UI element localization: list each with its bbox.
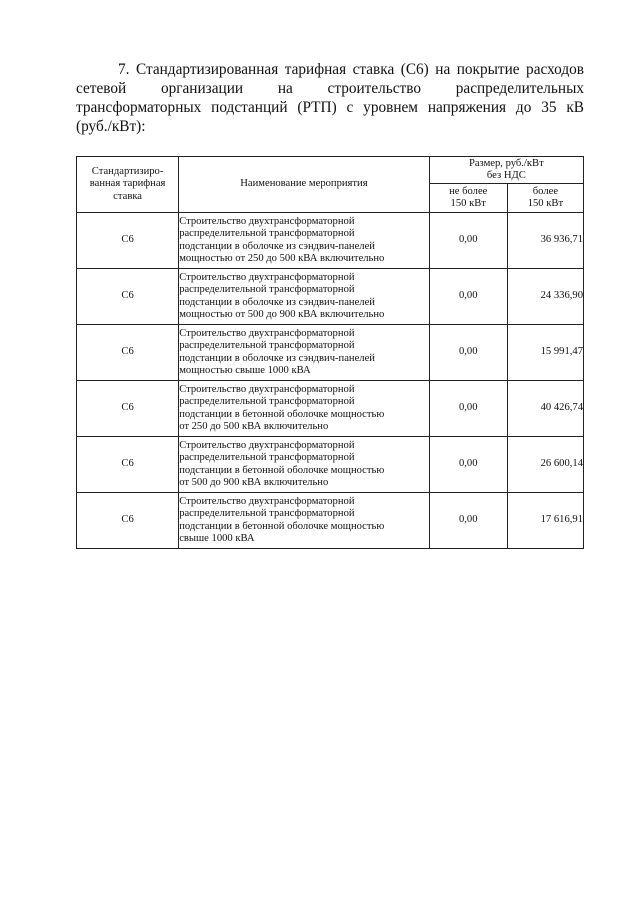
cell-value-le150: 0,00: [429, 493, 507, 549]
cell-name-line: подстанции в бетонной оболочке мощностью: [179, 464, 385, 476]
cell-rate: С6: [77, 437, 179, 493]
cell-name-line: от 500 до 900 кВА включительно: [179, 476, 329, 488]
heading-line-1: 7. Стандартизированная тарифная ставка (С6) на покрытие расходов: [118, 61, 584, 78]
cell-value-gt150: 15 991,47: [507, 325, 583, 381]
cell-value-le150: 0,00: [429, 325, 507, 381]
heading-line-2: сетевой организации на строительство распределительных: [76, 80, 584, 97]
table-row: [77, 437, 584, 493]
cell-name-line: распределительной трансформаторной: [179, 452, 355, 464]
cell-name-line: свыше 1000 кВА: [179, 532, 255, 544]
cell-name-line: подстанции в оболочке из сэндвич-панелей: [179, 240, 375, 252]
cell-name: [179, 493, 429, 549]
cell-value-gt150: 40 426,74: [507, 381, 583, 437]
cell-value-le150: 0,00: [429, 381, 507, 437]
cell-name: [179, 213, 429, 269]
document-page: [76, 60, 584, 549]
cell-name-line: подстанции в оболочке из сэндвич-панелей: [179, 296, 375, 308]
cell-name-line: Строительство двухтрансформаторной: [179, 495, 355, 507]
cell-value-le150: 0,00: [429, 213, 507, 269]
cell-rate: С6: [77, 325, 179, 381]
heading-line-3: трансформаторных подстанций (РТП) с уровнем напряжения до 35 кВ: [76, 99, 584, 116]
cell-name-line: Строительство двухтрансформаторной: [179, 383, 355, 395]
cell-name-line: от 250 до 500 кВА включительно: [179, 420, 329, 432]
cell-name-line: подстанции в бетонной оболочке мощностью: [179, 520, 385, 532]
cell-name: [179, 269, 429, 325]
tariff-table: [76, 156, 584, 549]
cell-name-line: мощностью от 500 до 900 кВА включительно: [179, 308, 385, 320]
cell-value-gt150: 36 936,71: [507, 213, 583, 269]
cell-name-line: распределительной трансформаторной: [179, 340, 355, 352]
cell-value-le150: 0,00: [429, 269, 507, 325]
table-row: [77, 493, 584, 549]
header-size: Размер, руб./кВт без НДС: [429, 157, 583, 184]
cell-value-gt150: 17 616,91: [507, 493, 583, 549]
header-col-le150: не более 150 кВт: [429, 184, 507, 213]
cell-name-line: распределительной трансформаторной: [179, 284, 355, 296]
header-col-gt150: более 150 кВт: [507, 184, 583, 213]
cell-name-line: Строительство двухтрансформаторной: [179, 215, 355, 227]
table-row: [77, 381, 584, 437]
cell-rate: С6: [77, 381, 179, 437]
cell-name-line: подстанции в оболочке из сэндвич-панелей: [179, 352, 375, 364]
cell-name-line: распределительной трансформаторной: [179, 228, 355, 240]
cell-value-gt150: 26 600,14: [507, 437, 583, 493]
header-name: Наименование мероприятия: [179, 157, 429, 213]
cell-name-line: распределительной трансформаторной: [179, 508, 355, 520]
cell-name: [179, 325, 429, 381]
cell-value-le150: 0,00: [429, 437, 507, 493]
cell-name: [179, 381, 429, 437]
table-row: [77, 213, 584, 269]
section-heading: [76, 60, 584, 136]
table-row: [77, 269, 584, 325]
header-rate: Стандартизиро- ванная тарифная ставка: [77, 157, 179, 213]
cell-name: [179, 437, 429, 493]
cell-name-line: Строительство двухтрансформаторной: [179, 327, 355, 339]
table-row: [77, 325, 584, 381]
cell-value-gt150: 24 336,90: [507, 269, 583, 325]
cell-name-line: подстанции в бетонной оболочке мощностью: [179, 408, 385, 420]
cell-name-line: Строительство двухтрансформаторной: [179, 439, 355, 451]
cell-rate: С6: [77, 269, 179, 325]
cell-rate: С6: [77, 493, 179, 549]
heading-line-4: (руб./кВт):: [76, 118, 146, 135]
cell-rate: С6: [77, 213, 179, 269]
cell-name-line: распределительной трансформаторной: [179, 396, 355, 408]
cell-name-line: мощностью свыше 1000 кВА: [179, 364, 311, 376]
cell-name-line: мощностью от 250 до 500 кВА включительно: [179, 252, 385, 264]
cell-name-line: Строительство двухтрансформаторной: [179, 271, 355, 283]
